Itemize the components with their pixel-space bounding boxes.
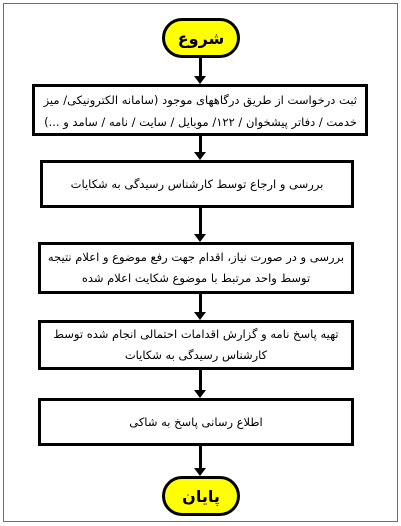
process-step-1 [32,84,368,136]
process-step-5 [38,398,354,446]
arrow-head [194,152,206,160]
connector-line [199,370,202,390]
process-step-2 [40,160,354,208]
start-terminal [162,18,240,58]
arrow-head [194,76,206,84]
process-step-4-text: تهیه پاسخ نامه و گزارش اقدامات احتمالی انجام شده توسط کارشناس رسیدگی به شکایات [53,327,339,362]
connector-line [199,294,202,312]
process-step-3 [38,242,354,294]
connector-line [199,446,202,468]
arrow-head [194,468,206,476]
end-label: پایان [182,486,220,506]
connector-line [199,58,202,76]
arrow-head [194,312,206,320]
process-step-1-text: ثبت درخواست از طریق درگاههای موجود (سامانه الکترونیکی/ میز خدمت / دفاتر پیشخوان / ۱۲۲/ موبایل / سایت / نامه / سامد و ...) [43,93,357,129]
process-step-5-text: اطلاع رسانی پاسخ به شاکی [129,415,263,429]
connector-line [199,208,202,234]
arrow-head [194,234,206,242]
start-label: شروع [177,28,225,48]
connector-line [199,136,202,152]
arrow-head [194,390,206,398]
process-step-3-text: بررسی و در صورت نیاز، اقدام جهت رفع موضوع و اعلام نتیجه توسط واحد مرتبط با موضوع شکایت اعلام شده [47,250,345,285]
end-terminal [162,476,240,516]
process-step-2-text: بررسی و ارجاع توسط کارشناس رسیدگی به شکایات [70,177,324,191]
process-step-4 [38,320,354,370]
